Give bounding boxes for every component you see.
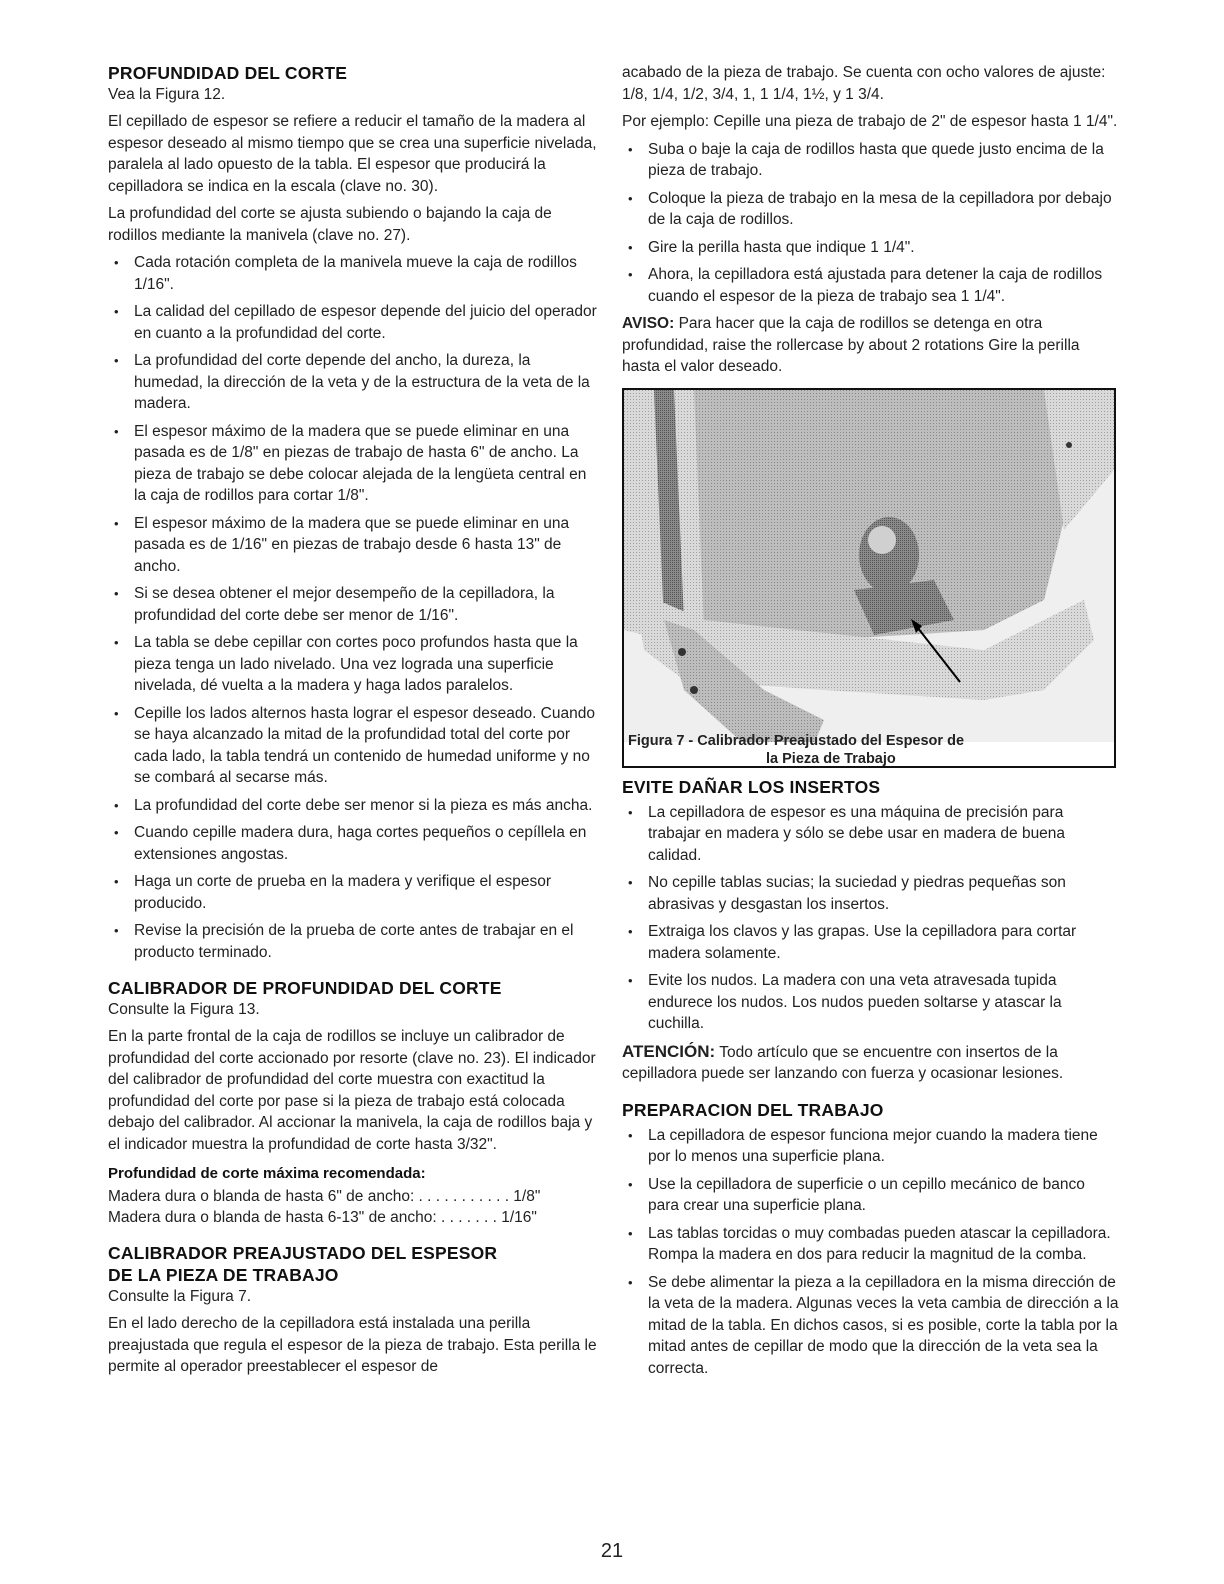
list-item: • Use la cepilladora de superficie o un cepillo mecánico de banco para crear una superficie plana. (622, 1174, 1120, 1217)
figure-reference: Consulte la Figura 7. (108, 1288, 252, 1305)
section-title-line: DE LA PIEZA DE TRABAJO (108, 1265, 339, 1285)
spec-subheading: Profundidad de corte máxima recomendada: (108, 1165, 426, 1182)
right-column (622, 62, 1120, 1385)
notice-label: AVISO: (622, 315, 675, 332)
list-item: • La tabla se debe cepillar con cortes poco profundos hasta que la pieza tenga un lado nivelado. Una vez lograda una superficie nivelada, dé vuelta a la madera y haga lados paralelos. (108, 632, 600, 697)
list-item: • La profundidad del corte debe ser menor si la pieza es más ancha. (108, 795, 600, 817)
warning-text: Todo artículo que se encuentre con insertos de la cepilladora puede ser lanzando con fuerza y ocasionar lesiones. (622, 1043, 1064, 1082)
list-item: • La profundidad del corte depende del ancho, la dureza, la humedad, la dirección de la veta y de la estructura de la veta de la madera. (108, 350, 600, 415)
list-item: • Suba o baje la caja de rodillos hasta que quede justo encima de la pieza de trabajo. (622, 139, 1120, 182)
list-item: • La cepilladora de espesor es una máquina de precisión para trabajar en madera y sólo se debe usar en madera de buena calidad. (622, 802, 1120, 867)
paragraph: La profundidad del corte se ajusta subiendo o bajando la caja de rodillos mediante la manivela (clave no. 27). (108, 205, 552, 244)
page-number: 21 (600, 1540, 624, 1562)
bullet-list (622, 1125, 1120, 1380)
list-item: • No cepille tablas sucias; la suciedad y piedras pequeñas son abrasivas y desgastan los insertos. (622, 872, 1120, 915)
planer-photo (624, 390, 1114, 744)
list-item: • Cuando cepille madera dura, haga cortes pequeños o cepíllela en extensiones angostas. (108, 822, 600, 865)
list-item: • La calidad del cepillado de espesor depende del juicio del operador en cuanto a la profundidad del corte. (108, 301, 600, 344)
warning-paragraph (622, 1041, 1120, 1085)
planer-illustration (624, 390, 1114, 744)
paragraph: En el lado derecho de la cepilladora está instalada una perilla preajustada que regula el espesor de la pieza de trabajo. Esta perilla le permite al operador preestablecer el espesor de (108, 1315, 597, 1375)
section-title-preparacion: PREPARACION DEL TRABAJO (622, 1099, 884, 1120)
list-item: • La cepilladora de espesor funciona mejor cuando la madera tiene por lo menos una superficie plana. (622, 1125, 1120, 1168)
figure-reference: Consulte la Figura 13. (108, 1001, 260, 1018)
figure-caption (624, 732, 1114, 767)
section-title-calibrador: CALIBRADOR DE PROFUNDIDAD DEL CORTE (108, 978, 502, 998)
warning-label: ATENCIÓN: (622, 1041, 716, 1061)
figure-7 (622, 388, 1116, 768)
spec-line: Madera dura o blanda de hasta 6-13" de ancho: . . . . . . . 1/16" (108, 1209, 537, 1226)
list-item: • Evite los nudos. La madera con una veta atravesada tupida endurece los nudos. Los nudos pueden soltarse y atascar la cuchilla. (622, 970, 1120, 1035)
spec-line: Madera dura o blanda de hasta 6" de ancho: . . . . . . . . . . . 1/8" (108, 1188, 541, 1205)
section-title-line: CALIBRADOR PREAJUSTADO DEL ESPESOR (108, 1243, 498, 1263)
list-item: • Se debe alimentar la pieza a la cepilladora en la misma dirección de la veta de la madera. Algunas veces la veta cambia de dirección a la mitad de la tabla. En dichos casos, si es posible, corte la tabla por la mitad antes de cepillar de modo que la dirección de la veta sea la correcta. (622, 1272, 1120, 1380)
left-column (108, 62, 600, 1384)
paragraph: acabado de la pieza de trabajo. Se cuenta con ocho valores de ajuste: 1/8, 1/4, 1/2, 3/4, 1, 1 1/4, 1½, y 1 3/4. (622, 64, 1106, 103)
list-item: • Ahora, la cepilladora está ajustada para detener la caja de rodillos cuando el espesor de la pieza de trabajo sea 1 1/4". (622, 264, 1120, 307)
bullet-list (622, 139, 1120, 308)
paragraph: Por ejemplo: Cepille una pieza de trabajo de 2" de espesor hasta 1 1/4". (622, 113, 1118, 130)
caption-line: Figura 7 - Calibrador Preajustado del Espesor de (628, 732, 965, 749)
section-title-evite: EVITE DAÑAR LOS INSERTOS (622, 776, 881, 797)
caption-line: la Pieza de Trabajo (766, 750, 896, 767)
list-item: • El espesor máximo de la madera que se puede eliminar en una pasada es de 1/16" en piezas de trabajo desde 6 hasta 13" de ancho. (108, 513, 600, 578)
list-item: • El espesor máximo de la madera que se puede eliminar en una pasada es de 1/8" en piezas de trabajo de hasta 6" de ancho. La pieza de trabajo se debe colocar alejada de la lengüeta central en la caja de rodillos para cortar 1/8". (108, 421, 600, 507)
list-item: • Extraiga los clavos y las grapas. Use la cepilladora para cortar madera solamente. (622, 921, 1120, 964)
notice-paragraph (622, 313, 1120, 378)
notice-text: Para hacer que la caja de rodillos se detenga en otra profundidad, raise the rollercase by about 2 rotations Gire la perilla hasta el valor deseado. (622, 315, 1080, 375)
list-item: • Las tablas torcidas o muy combadas pueden atascar la cepilladora. Rompa la madera en dos para reducir la magnitud de la comba. (622, 1223, 1120, 1266)
list-item: • Coloque la pieza de trabajo en la mesa de la cepilladora por debajo de la caja de rodillos. (622, 188, 1120, 231)
list-item: • Si se desea obtener el mejor desempeño de la cepilladora, la profundidad del corte debe ser menor de 1/16". (108, 583, 600, 626)
bullet-list (622, 802, 1120, 1035)
bullet-list (108, 252, 600, 963)
list-item: • Haga un corte de prueba en la madera y verifique el espesor producido. (108, 871, 600, 914)
paragraph: El cepillado de espesor se refiere a reducir el tamaño de la madera al espesor deseado al mismo tiempo que se crea una superficie nivelada, paralela al lado opuesto de la tabla. El espesor que producirá la cepilladora se indica en la escala (clave no. 30). (108, 113, 597, 195)
paragraph: En la parte frontal de la caja de rodillos se incluye un calibrador de profundidad del corte accionado por resorte (clave no. 23). El indicador del calibrador de profundidad del corte muestra con exactitud la profundidad del corte por pase si la pieza de trabajo está colocada debajo del calibrador. Al accionar la manivela, la caja de rodillos baja y el indicador muestra la profundidad de corte hasta 3/32". (108, 1028, 596, 1153)
list-item: • Revise la precisión de la prueba de corte antes de trabajar en el producto terminado. (108, 920, 600, 963)
section-title-preajustado (108, 1242, 600, 1286)
list-item: • Cada rotación completa de la manivela mueve la caja de rodillos 1/16". (108, 252, 600, 295)
list-item: • Cepille los lados alternos hasta lograr el espesor deseado. Cuando se haya alcanzado la mitad de la profundidad total del corte por cada lado, la tabla tendrá un contenido de humedad uniforme y no se combará al secarse más. (108, 703, 600, 789)
list-item: • Gire la perilla hasta que indique 1 1/4". (622, 237, 1120, 259)
section-title-profundidad: PROFUNDIDAD DEL CORTE (108, 63, 348, 83)
figure-reference: Vea la Figura 12. (108, 86, 226, 103)
